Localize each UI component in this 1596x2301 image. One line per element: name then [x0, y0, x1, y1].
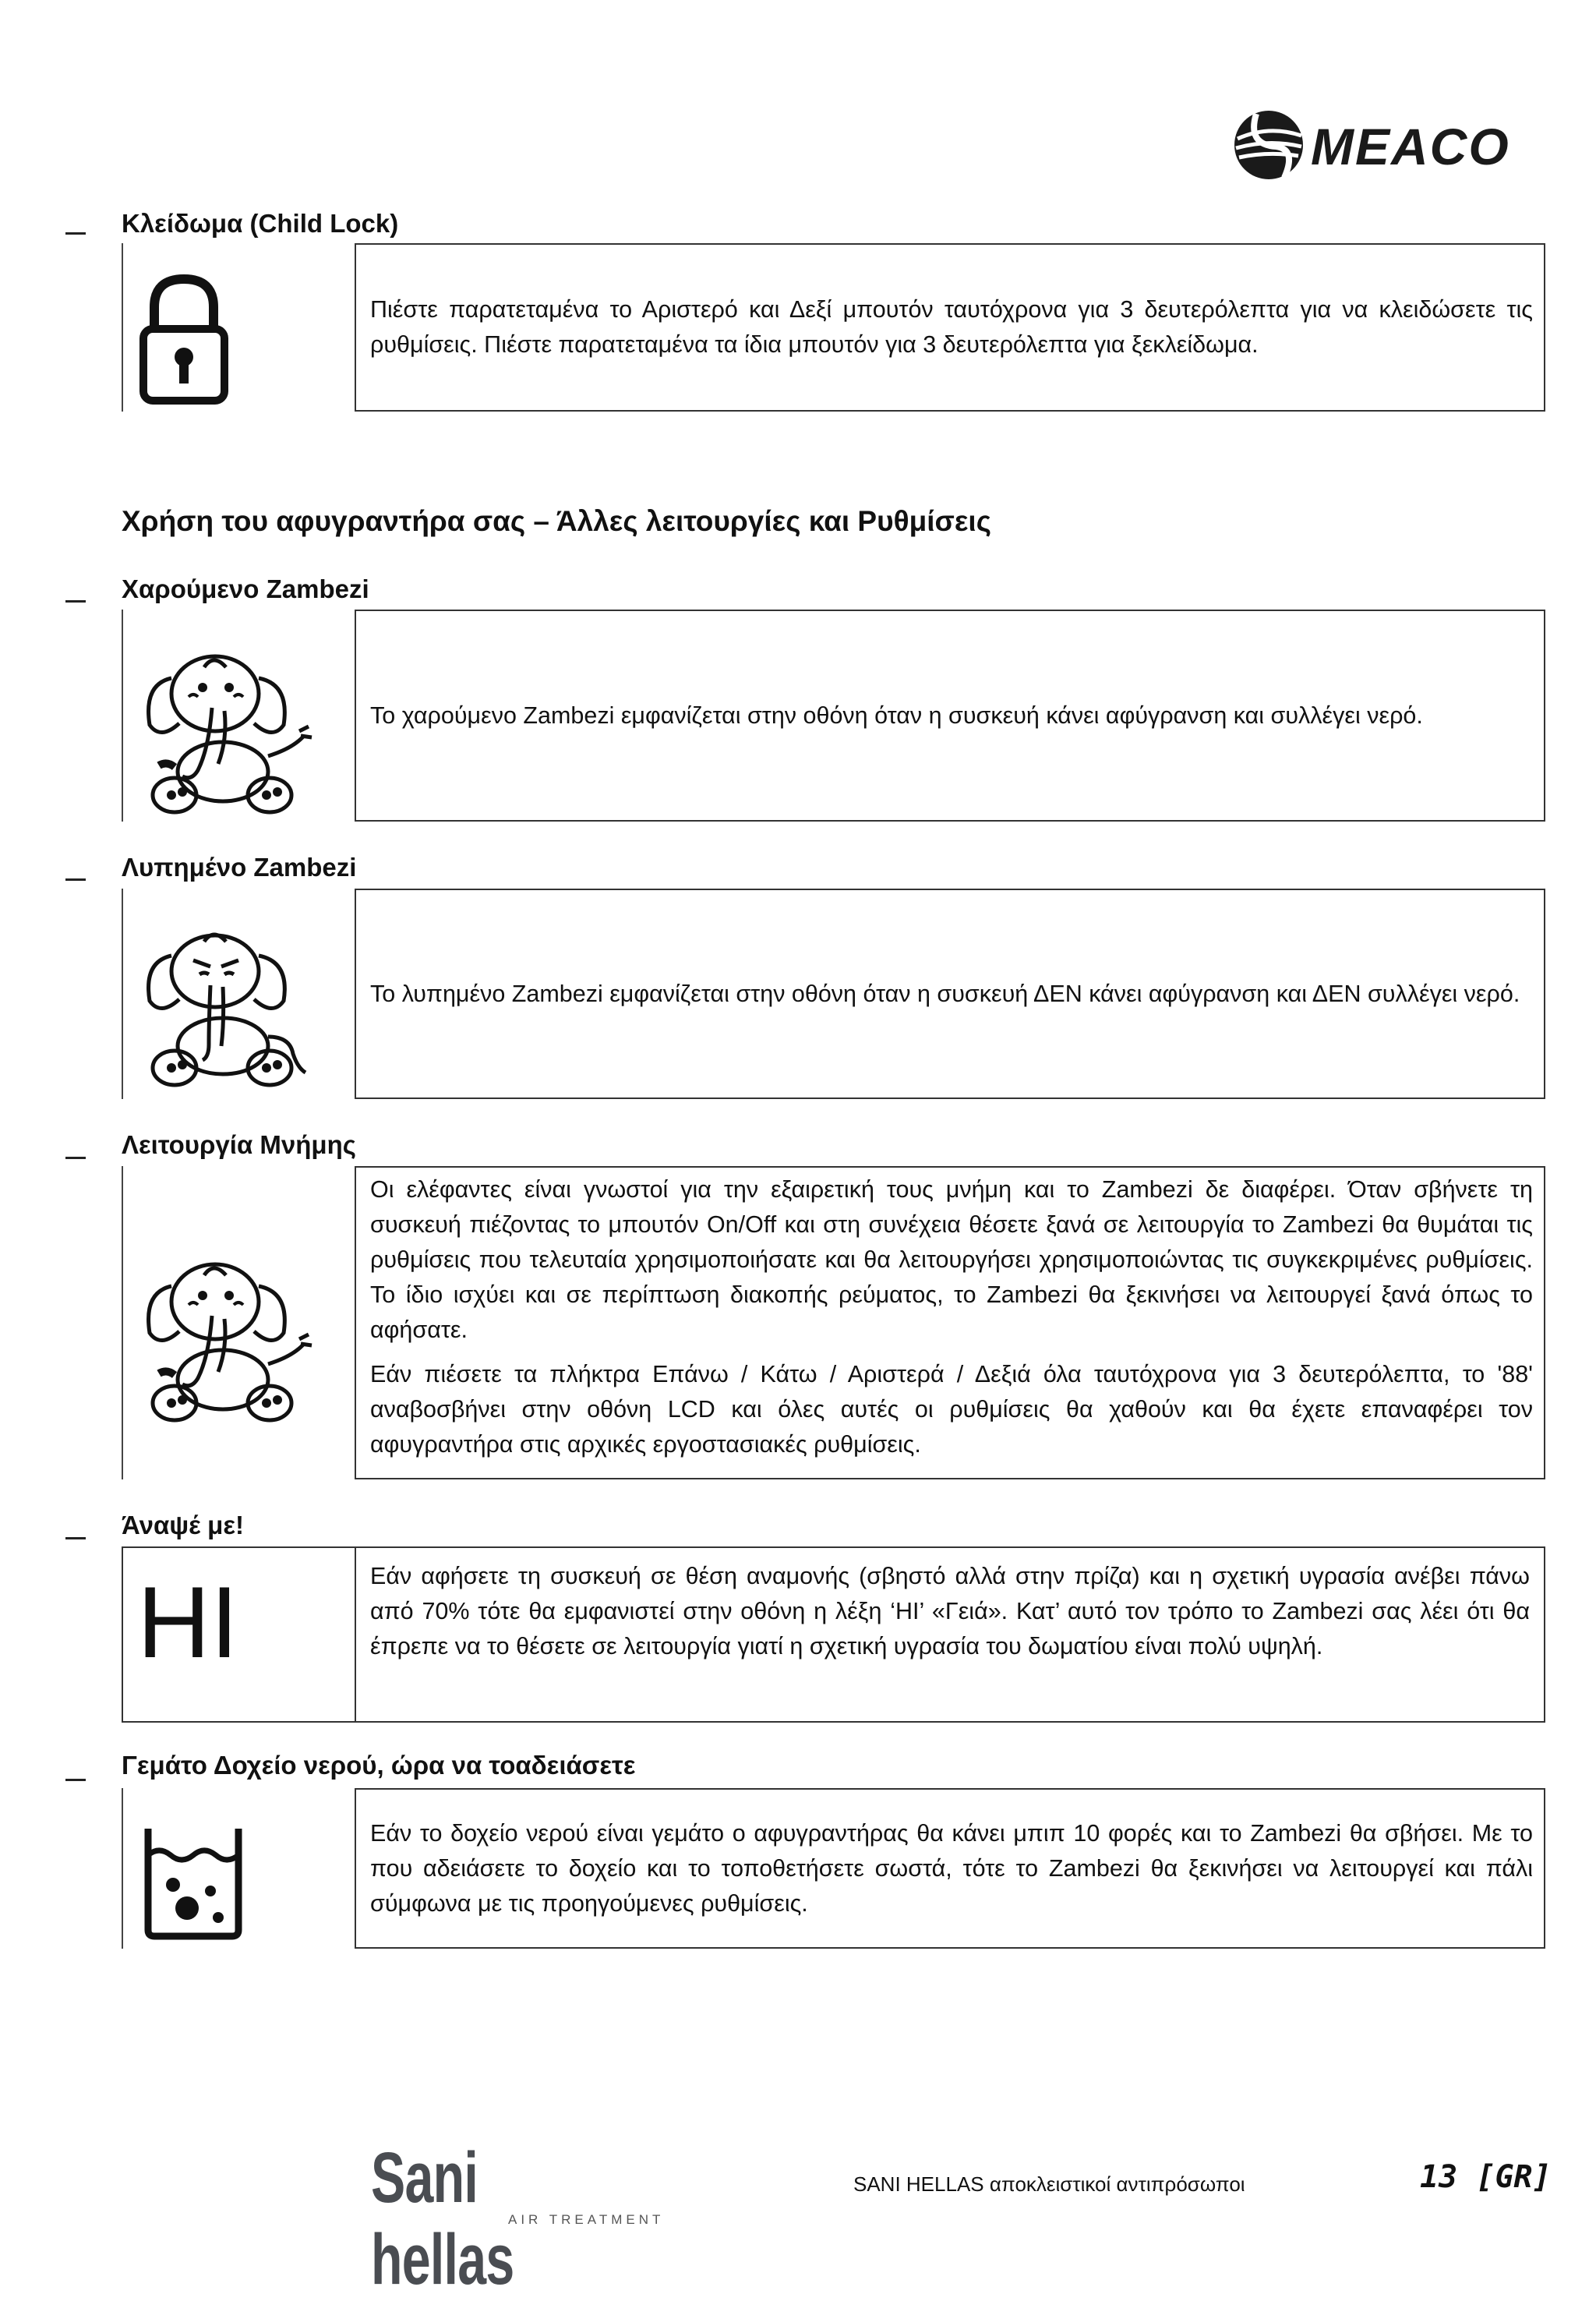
- hi-title: Άναψέ με!: [122, 1511, 245, 1539]
- icon-column-line: [122, 1166, 123, 1479]
- bullet-dash: [65, 1157, 86, 1159]
- icon-column-line: [122, 889, 123, 1099]
- bullet-dash: [65, 1779, 86, 1781]
- memory-text-1: Οι ελέφαντες είναι γνωστοί για την εξαιρετική τους μνήμη και το Zambezi δε διαφέρει. Όταν σβήνετε τη συσκευή πιέζοντας το μπουτόν On/Off και στη συνέχεια θέσετε ξανά σε λειτουργία το Zambezi θα θυμάται τις ρυθμίσεις που τελευταία χρησιμοποιήσατε και θα λειτουργήσει χρησιμοποιώντας τις συγκεκριμένες ρυθμίσεις. Το ίδιο ισχύει και σε περίπτωση διακοπής ρεύματος, το Zambezi θα ξεκινήσει να λειτουργεί ξανά όπως το αφήσατε.: [370, 1176, 1533, 1343]
- bullet-dash: [65, 232, 86, 235]
- sad-zambezi-text: Το λυπημένο Zambezi εμφανίζεται στην οθόνη όταν η συσκευή ΔΕΝ κάνει αφύγρανση και ΔΕΝ συλλέγει νερό.: [370, 980, 1520, 1007]
- happy-elephant-icon: [137, 639, 316, 818]
- hi-section: [122, 1546, 1545, 1723]
- brand-name: MEACO: [1311, 118, 1510, 175]
- tank-full-description: [355, 1788, 1545, 1949]
- water-tank-icon: [139, 1824, 248, 1941]
- happy-zambezi-text: Το χαρούμενο Zambezi εμφανίζεται στην οθόνη όταν η συσκευή κάνει αφύγρανση και συλλέγει νερό.: [370, 702, 1423, 729]
- icon-column-line: [122, 1788, 123, 1949]
- memory-elephant-icon: [137, 1247, 316, 1426]
- usage-heading: Χρήση του αφυγραντήρα σας – Άλλες λειτουργίες και Ρυθμίσεις: [122, 505, 991, 537]
- happy-zambezi-title: Χαρούμενο Zambezi: [122, 574, 369, 603]
- meaco-logo: [1230, 103, 1526, 189]
- child-lock-description: [355, 243, 1545, 412]
- sani-hellas-logo: [371, 2137, 698, 2299]
- hi-display-label: HI: [137, 1565, 238, 1679]
- bullet-dash: [65, 600, 86, 603]
- tank-full-text: Εάν το δοχείο νερού είναι γεμάτο ο αφυγραντήρας θα κάνει μπιπ 10 φορές και το Zambezi θα σβήσει. Με το που αδειάσετε το δοχείο και το τοποθετήσετε σωστά, τότε το Zambezi θα ξεκινήσει να λειτουργεί και πάλι σύμφωνα με τις προηγούμενες ρυθμίσεις.: [370, 1819, 1533, 1917]
- meaco-swirl-icon: [1230, 108, 1308, 186]
- sad-zambezi-description: [355, 889, 1545, 1099]
- icon-column-line: [122, 243, 123, 412]
- footer-text: SANI HELLAS αποκλειστικοί αντιπρόσωποι: [853, 2172, 1245, 2196]
- logo-sub-text: AIR TREATMENT: [508, 2212, 665, 2227]
- memory-description: [355, 1166, 1545, 1479]
- memory-title: Λειτουργία Μνήμης: [122, 1130, 356, 1159]
- logo-main-text: Sani hellas: [371, 2138, 514, 2299]
- icon-column-line: [122, 610, 123, 822]
- bullet-dash: [65, 878, 86, 881]
- divider: [355, 1548, 356, 1721]
- page-number: 13 [GR]: [1420, 2159, 1552, 2195]
- sad-elephant-icon: [137, 920, 316, 1091]
- memory-text-2: Εάν πιέσετε τα πλήκτρα Επάνω / Κάτω / Αριστερά / Δεξιά όλα ταυτόχρονα για 3 δευτερόλεπτα, το '88' αναβοσβήνει στην οθόνη LCD και όλες αυτές οι ρυθμίσεις θα χαθούν και θα έχετε επαναφέρει τον αφυγραντήρα στις αρχικές εργοστασιακές ρυθμίσεις.: [370, 1361, 1533, 1458]
- tank-full-title: Γεμάτο Δοχείο νερού, ώρα να τοαδειάσετε: [122, 1751, 636, 1780]
- child-lock-text: Πιέστε παρατεταμένα το Αριστερό και Δεξί μπουτόν ταυτόχρονα για 3 δευτερόλεπτα για να κλειδώσετε τις ρυθμίσεις. Πιέστε παρατεταμένα τα ίδια μπουτόν για 3 δευτερόλεπτα για ξεκλείδωμα.: [370, 296, 1533, 358]
- hi-text: Εάν αφήσετε τη συσκευή σε θέση αναμονής (σβηστό αλλά στην πρίζα) και η σχετική υγρασία ανέβει πάνω από 70% τότε θα εμφανιστεί στην οθόνη η λέξη ‘HI’ «Γειά». Κατ’ αυτό τον τρόπο το Zambezi σας λέει ότι θα έπρεπε να το θέσετε σε λειτουργία γιατί η σχετική υγρασία του δωματίου είναι πολύ υψηλή.: [370, 1563, 1530, 1659]
- bullet-dash: [65, 1537, 86, 1539]
- sad-zambezi-title: Λυπημένο Zambezi: [122, 853, 357, 882]
- child-lock-title: Κλείδωμα (Child Lock): [122, 209, 399, 238]
- padlock-icon: [137, 273, 231, 405]
- happy-zambezi-description: [355, 610, 1545, 822]
